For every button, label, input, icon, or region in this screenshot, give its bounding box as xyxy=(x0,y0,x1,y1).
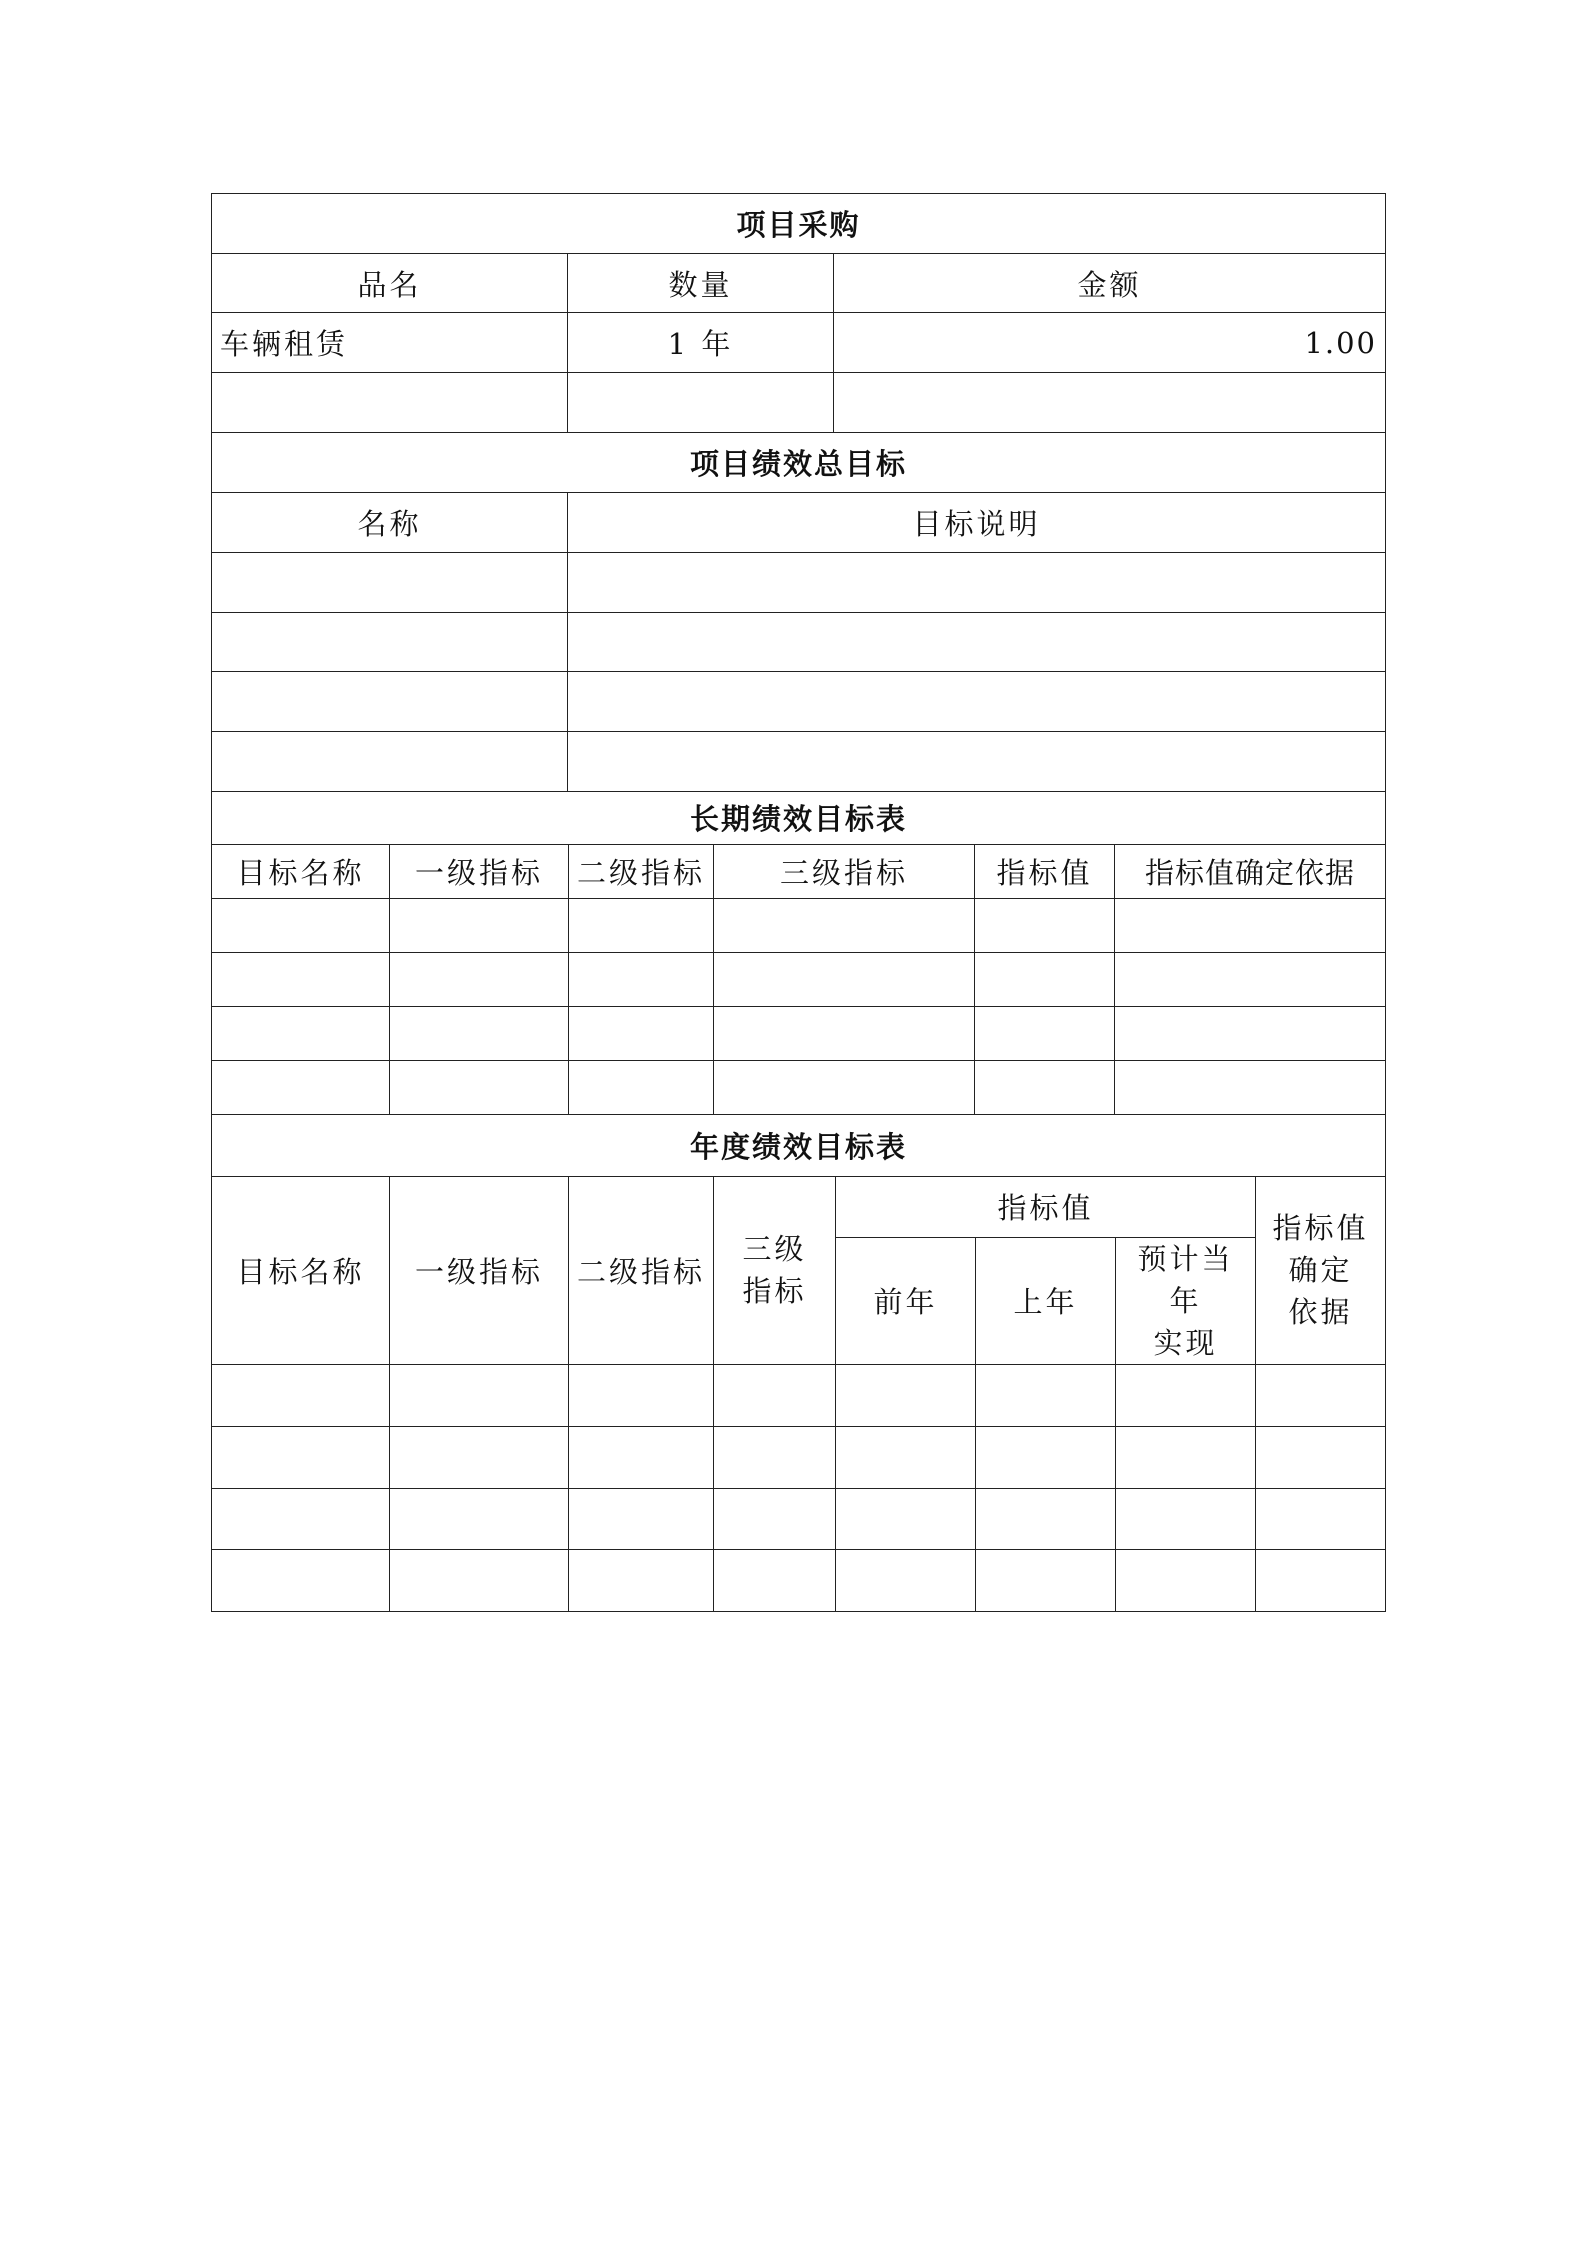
header-level3: 三级指标 xyxy=(714,845,975,899)
amount-cell: 1.00 xyxy=(834,313,1386,373)
overall-goal-table xyxy=(211,433,1386,792)
table-row xyxy=(212,612,1386,671)
annual-table xyxy=(211,1115,1386,1612)
table-row xyxy=(212,671,1386,731)
quantity-cell: 1 年 xyxy=(568,313,834,373)
header-expected: 预计当 年 实现 xyxy=(1116,1237,1256,1364)
header-goal-description: 目标说明 xyxy=(568,492,1386,552)
header-indicator-value: 指标值 xyxy=(975,845,1115,899)
long-term-title: 长期绩效目标表 xyxy=(212,792,1386,845)
header-basis: 指标值确定依据 xyxy=(1115,845,1386,899)
table-row xyxy=(212,1426,1386,1488)
header-basis: 指标值 确定 依据 xyxy=(1256,1176,1386,1364)
table-row xyxy=(212,953,1386,1007)
header-level2: 二级指标 xyxy=(569,1176,714,1364)
table-row xyxy=(212,1549,1386,1611)
table-row xyxy=(212,731,1386,791)
long-term-table xyxy=(211,792,1386,1116)
table-row xyxy=(212,1007,1386,1061)
annual-title: 年度绩效目标表 xyxy=(212,1115,1386,1176)
table-row xyxy=(212,552,1386,612)
header-quantity: 数量 xyxy=(568,254,834,313)
header-item-name: 品名 xyxy=(212,254,568,313)
amount-cell xyxy=(834,373,1386,433)
header-last-year: 上年 xyxy=(976,1237,1116,1364)
item-name-cell xyxy=(212,373,568,433)
header-level1: 一级指标 xyxy=(390,845,569,899)
table-row xyxy=(212,1364,1386,1426)
table-row xyxy=(212,313,1386,373)
table-row xyxy=(212,899,1386,953)
table-row xyxy=(212,373,1386,433)
quantity-cell xyxy=(568,373,834,433)
header-goal-name: 名称 xyxy=(212,492,568,552)
header-level3: 三级 指标 xyxy=(714,1176,836,1364)
header-indicator-value: 指标值 xyxy=(836,1176,1256,1237)
header-target-name: 目标名称 xyxy=(212,845,390,899)
item-name-cell: 车辆租赁 xyxy=(212,313,568,373)
overall-goal-title: 项目绩效总目标 xyxy=(212,433,1386,492)
procurement-title: 项目采购 xyxy=(212,194,1386,254)
header-prev-year: 前年 xyxy=(836,1237,976,1364)
header-target-name: 目标名称 xyxy=(212,1176,390,1364)
header-amount: 金额 xyxy=(834,254,1386,313)
header-level1: 一级指标 xyxy=(390,1176,569,1364)
table-row xyxy=(212,1061,1386,1115)
performance-target-sheet xyxy=(211,193,1385,1612)
table-row xyxy=(212,1488,1386,1549)
procurement-table xyxy=(211,193,1386,433)
header-level2: 二级指标 xyxy=(569,845,714,899)
